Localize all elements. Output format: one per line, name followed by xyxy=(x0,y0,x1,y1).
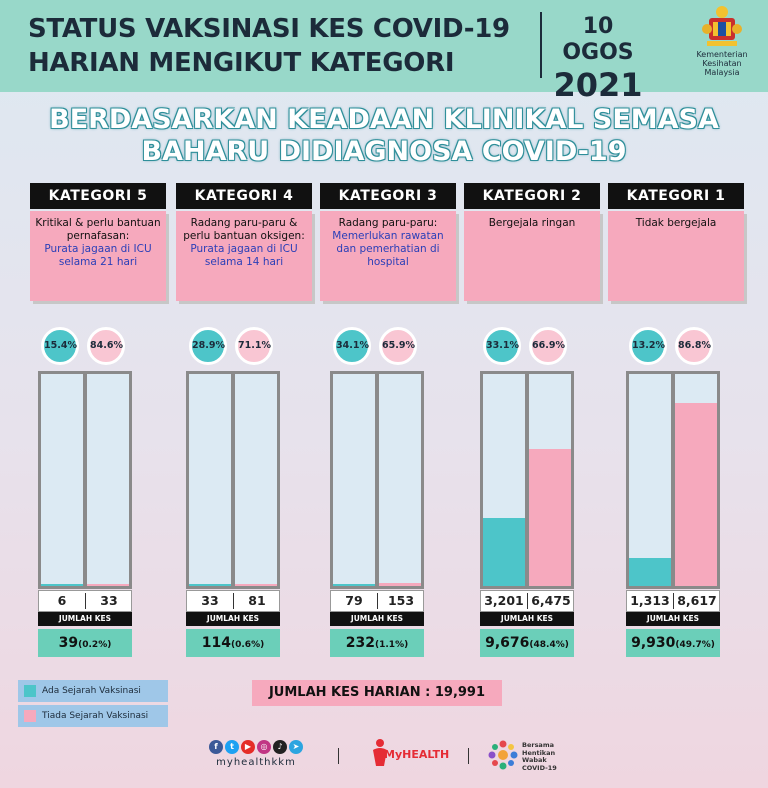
percent-vaccinated: 28.9% xyxy=(189,327,227,365)
category-desc-text: Bergejala ringan xyxy=(488,217,576,229)
category-total xyxy=(330,629,424,657)
page-title xyxy=(28,12,538,80)
bar-track xyxy=(629,374,671,586)
total-share: (0.2%) xyxy=(78,640,112,650)
total-value: 9,676 xyxy=(485,635,530,651)
category-desc-text: Radang paru-paru: xyxy=(338,217,438,229)
social-handle: myhealthkkm xyxy=(216,757,296,768)
category-description xyxy=(30,211,166,301)
coat-of-arms-icon xyxy=(699,4,745,50)
legend-label-unvaccinated: Tiada Sejarah Vaksinasi xyxy=(42,711,149,721)
date-year: 2021 xyxy=(553,66,643,104)
total-value: 39 xyxy=(58,635,79,651)
count-unvaccinated: 6,475 xyxy=(531,593,571,608)
category-description xyxy=(320,211,456,301)
category-note-text: Purata jagaan di ICU selama 21 hari xyxy=(44,243,152,268)
subtitle-line-1: BERDASARKAN KEADAAN KLINIKAL SEMASA xyxy=(49,104,719,135)
bar-unvaccinated xyxy=(87,584,129,586)
category-total xyxy=(38,629,132,657)
count-unvaccinated: 81 xyxy=(248,593,266,608)
legend-label-vaccinated: Ada Sejarah Vaksinasi xyxy=(42,686,141,696)
count-vaccinated: 6 xyxy=(57,593,67,608)
total-share: (1.1%) xyxy=(375,640,409,650)
category-card xyxy=(30,183,166,301)
percent-unvaccinated: 65.9% xyxy=(379,327,417,365)
bersama-line: Bersama xyxy=(522,741,554,749)
jumlah-kes-label: JUMLAH KES xyxy=(626,612,720,626)
bar-vaccinated xyxy=(189,584,231,586)
category-card xyxy=(608,183,744,301)
chart-subtitle xyxy=(20,104,748,168)
bersama-line: Hentikan xyxy=(522,748,556,757)
youtube-icon[interactable]: ▶ xyxy=(241,740,255,754)
percent-unvaccinated: 66.9% xyxy=(529,327,567,365)
bar-track xyxy=(235,374,277,586)
bar-vaccinated xyxy=(333,584,375,586)
instagram-icon[interactable]: ◎ xyxy=(257,740,271,754)
category-desc-text: Kritikal & perlu bantuan pernafasan: xyxy=(35,217,161,242)
bar-track xyxy=(379,374,421,586)
telegram-icon[interactable]: ➤ xyxy=(289,740,303,754)
org-name-1: Kementerian xyxy=(696,50,748,59)
total-value: 9,930 xyxy=(631,635,676,651)
legend-swatch-unvaccinated xyxy=(24,710,36,722)
category-note-text: Memerlukan rawatan dan pemerhatian di hospital xyxy=(332,230,444,268)
category-description xyxy=(464,211,600,301)
facebook-icon[interactable]: f xyxy=(209,740,223,754)
category-card xyxy=(320,183,456,301)
bar-vaccinated xyxy=(629,558,671,586)
bar-vaccinated xyxy=(483,518,525,586)
legend-item-vaccinated xyxy=(18,680,168,702)
twitter-icon[interactable]: t xyxy=(225,740,239,754)
bar-track xyxy=(675,374,717,586)
category-heading: KATEGORI 4 xyxy=(176,183,312,209)
header-banner xyxy=(0,0,768,104)
bar-vaccinated xyxy=(41,584,83,586)
bar-track xyxy=(483,374,525,586)
category-heading: KATEGORI 2 xyxy=(464,183,600,209)
org-name-2: Kesihatan xyxy=(702,59,742,68)
bar-frame xyxy=(480,371,574,589)
category-note-text: Purata jagaan di ICU selama 14 hari xyxy=(190,243,298,268)
org-name-3: Malaysia xyxy=(704,68,740,77)
count-unvaccinated: 8,617 xyxy=(677,593,717,608)
bar-unvaccinated xyxy=(235,584,277,586)
case-counts xyxy=(626,590,720,612)
count-vaccinated: 33 xyxy=(201,593,219,608)
category-card xyxy=(464,183,600,301)
bar-track xyxy=(41,374,83,586)
bersama-logo xyxy=(488,740,598,774)
percent-vaccinated: 15.4% xyxy=(41,327,79,365)
jumlah-kes-label: JUMLAH KES xyxy=(38,612,132,626)
bar-track xyxy=(189,374,231,586)
count-vaccinated: 79 xyxy=(345,593,363,608)
category-desc-text: Radang paru-paru & perlu bantuan oksigen: xyxy=(183,217,305,242)
bersama-text xyxy=(522,742,557,772)
case-counts xyxy=(480,590,574,612)
bar-track xyxy=(87,374,129,586)
bar-unvaccinated xyxy=(529,449,571,586)
bar-frame xyxy=(330,371,424,589)
title-line-1: STATUS VAKSINASI KES COVID-19 xyxy=(28,14,510,44)
count-unvaccinated: 33 xyxy=(100,593,118,608)
category-total xyxy=(480,629,574,657)
category-desc-text: Tidak bergejala xyxy=(635,217,717,229)
total-value: 232 xyxy=(345,635,376,651)
percent-vaccinated: 34.1% xyxy=(333,327,371,365)
bersama-line: COVID-19 xyxy=(522,763,557,772)
jumlah-kes-label: JUMLAH KES xyxy=(480,612,574,626)
footer-divider xyxy=(468,748,469,764)
daily-total: JUMLAH KES HARIAN : 19,991 xyxy=(252,680,502,706)
bar-track xyxy=(333,374,375,586)
total-value: 114 xyxy=(201,635,232,651)
case-counts xyxy=(330,590,424,612)
legend xyxy=(18,680,168,730)
category-heading: KATEGORI 1 xyxy=(608,183,744,209)
myhealth-logo xyxy=(370,738,460,772)
social-links xyxy=(196,740,316,768)
bar-unvaccinated xyxy=(675,403,717,586)
legend-swatch-vaccinated xyxy=(24,685,36,697)
header-divider xyxy=(540,12,542,78)
bar-unvaccinated xyxy=(379,583,421,586)
category-description xyxy=(608,211,744,301)
count-vaccinated: 3,201 xyxy=(484,593,524,608)
footer-divider xyxy=(338,748,339,764)
category-card xyxy=(176,183,312,301)
total-share: (48.4%) xyxy=(529,640,569,650)
kkm-logo xyxy=(690,4,754,77)
percent-unvaccinated: 84.6% xyxy=(87,327,125,365)
count-vaccinated: 1,313 xyxy=(630,593,670,608)
bar-track xyxy=(529,374,571,586)
bersama-line: Wabak xyxy=(522,756,547,764)
percent-unvaccinated: 71.1% xyxy=(235,327,273,365)
legend-item-unvaccinated xyxy=(18,705,168,727)
bar-frame xyxy=(38,371,132,589)
tiktok-icon[interactable]: ♪ xyxy=(273,740,287,754)
percent-vaccinated: 33.1% xyxy=(483,327,521,365)
total-share: (0.6%) xyxy=(231,640,265,650)
total-share: (49.7%) xyxy=(675,640,715,650)
case-counts xyxy=(38,590,132,612)
count-unvaccinated: 153 xyxy=(387,593,415,608)
case-counts xyxy=(186,590,280,612)
bar-frame xyxy=(626,371,720,589)
myhealth-logo-text: MyHEALTH xyxy=(384,748,450,761)
report-date xyxy=(548,14,648,104)
bar-frame xyxy=(186,371,280,589)
percent-vaccinated: 13.2% xyxy=(629,327,667,365)
category-total xyxy=(626,629,720,657)
jumlah-kes-label: JUMLAH KES xyxy=(186,612,280,626)
jumlah-kes-label: JUMLAH KES xyxy=(330,612,424,626)
subtitle-line-2: BAHARU DIDIAGNOSA COVID-19 xyxy=(141,136,627,167)
bersama-burst-icon xyxy=(488,740,518,770)
percent-unvaccinated: 86.8% xyxy=(675,327,713,365)
category-heading: KATEGORI 3 xyxy=(320,183,456,209)
title-line-2: HARIAN MENGIKUT KATEGORI xyxy=(28,48,455,78)
category-description xyxy=(176,211,312,301)
date-day-month: 10 OGOS xyxy=(562,14,634,65)
category-heading: KATEGORI 5 xyxy=(30,183,166,209)
category-total xyxy=(186,629,280,657)
